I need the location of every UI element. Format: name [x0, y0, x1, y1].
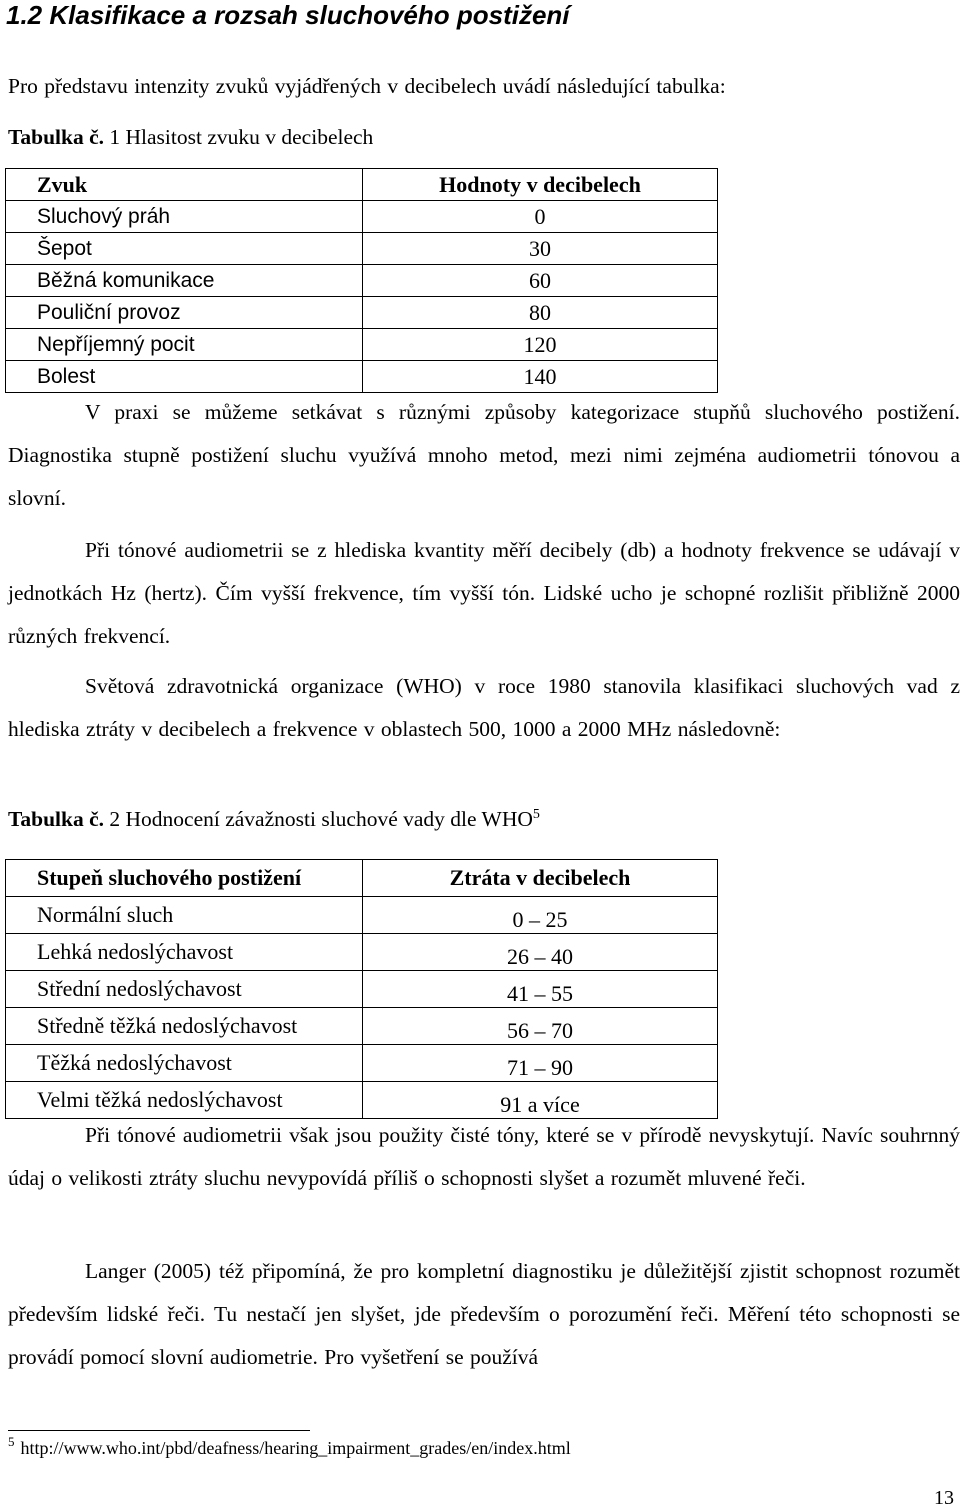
- footnote-separator: [8, 1430, 310, 1431]
- loss-cell: 56 – 70: [363, 1008, 718, 1045]
- footnote: [8, 1434, 571, 1459]
- grade-cell: Těžká nedoslýchavost: [6, 1045, 363, 1082]
- decibel-cell: 0: [363, 201, 718, 233]
- table2-caption: [8, 807, 540, 832]
- sound-cell: Nepříjemný pocit: [6, 329, 363, 361]
- intro-paragraph: Pro představu intenzity zvuků vyjádřených v decibelech uvádí následující tabulka:: [8, 74, 726, 98]
- table-row: [6, 934, 718, 971]
- column-header: Stupeň sluchového postižení: [6, 860, 363, 897]
- body-paragraph: V praxi se můžeme setkávat s různými způsoby kategorizace stupňů sluchového postižení. Diagnostika stupně postižení sluchu využívá mnoho metod, mezi nimi zejména audiometrii tónovou a slovní.: [8, 400, 960, 510]
- table-row: [6, 201, 718, 233]
- grade-cell: Lehká nedoslýchavost: [6, 934, 363, 971]
- decibel-cell: 140: [363, 361, 718, 393]
- column-header: Ztráta v decibelech: [363, 860, 718, 897]
- decibel-cell: 30: [363, 233, 718, 265]
- sound-cell: Pouliční provoz: [6, 297, 363, 329]
- table-row: [6, 329, 718, 361]
- loss-cell: 26 – 40: [363, 934, 718, 971]
- decibel-cell: 60: [363, 265, 718, 297]
- table-header-row: [6, 860, 718, 897]
- grade-cell: Velmi těžká nedoslýchavost: [6, 1082, 363, 1119]
- table-row: [6, 897, 718, 934]
- footnote-number: 5: [8, 1434, 15, 1449]
- sound-cell: Šepot: [6, 233, 363, 265]
- loss-cell: 71 – 90: [363, 1045, 718, 1082]
- table-row: [6, 1082, 718, 1119]
- table-row: [6, 265, 718, 297]
- sound-loudness-table: [5, 168, 718, 393]
- loss-cell: 41 – 55: [363, 971, 718, 1008]
- footnote-reference[interactable]: 5: [532, 806, 540, 822]
- sound-cell: Běžná komunikace: [6, 265, 363, 297]
- column-header: Zvuk: [6, 169, 363, 201]
- body-paragraph: Při tónové audiometrii však jsou použity čisté tóny, které se v přírodě nevyskytují. Navíc souhrnný údaj o velikosti ztráty sluchu nevypovídá příliš o schopnosti slyšet a rozumět mluvené řeči.: [8, 1123, 960, 1190]
- section-heading: 1.2 Klasifikace a rozsah sluchového postižení: [6, 0, 570, 30]
- loss-cell: 0 – 25: [363, 897, 718, 934]
- table-row: [6, 297, 718, 329]
- body-paragraph: Při tónové audiometrii se z hlediska kvantity měří decibely (db) a hodnoty frekvence se udávají v jednotkách Hz (hertz). Čím vyšší frekvence, tím vyšší tón. Lidské ucho je schopné rozlišit přibližně 2000 různých frekvencí.: [8, 538, 960, 648]
- grade-cell: Středně těžká nedoslýchavost: [6, 1008, 363, 1045]
- decibel-cell: 120: [363, 329, 718, 361]
- table2-caption-text: 2 Hodnocení závažnosti sluchové vady dle WHO: [104, 807, 533, 831]
- grade-cell: Střední nedoslýchavost: [6, 971, 363, 1008]
- page-number: 13: [934, 1487, 954, 1509]
- table-row: [6, 1008, 718, 1045]
- column-header: Hodnoty v decibelech: [363, 169, 718, 201]
- table1-caption-text: 1 Hlasitost zvuku v decibelech: [104, 125, 374, 149]
- table-row: [6, 971, 718, 1008]
- loss-cell: 91 a více: [363, 1082, 718, 1119]
- table-row: [6, 233, 718, 265]
- table1-caption: [8, 125, 373, 150]
- table-header-row: [6, 169, 718, 201]
- table2-caption-label: Tabulka č.: [8, 807, 105, 831]
- decibel-cell: 80: [363, 297, 718, 329]
- sound-cell: Sluchový práh: [6, 201, 363, 233]
- sound-cell: Bolest: [6, 361, 363, 393]
- who-hearing-loss-table: [5, 859, 718, 1119]
- table-row: [6, 1045, 718, 1082]
- table1-caption-label: Tabulka č.: [8, 125, 105, 149]
- footnote-link[interactable]: http://www.who.int/pbd/deafness/hearing_impairment_grades/en/index.html: [20, 1438, 571, 1458]
- table-row: [6, 361, 718, 393]
- grade-cell: Normální sluch: [6, 897, 363, 934]
- body-paragraph: Langer (2005) též připomíná, že pro kompletní diagnostiku je důležitější zjistit schopnost rozumět především lidské řeči. Tu nestačí jen slyšet, jde především o porozumění řeči. Měření této schopnosti se provádí pomocí slovní audiometrie. Pro vyšetření se používá: [8, 1259, 960, 1369]
- body-paragraph: Světová zdravotnická organizace (WHO) v roce 1980 stanovila klasifikaci sluchových vad z hlediska ztráty v decibelech a frekvence v oblastech 500, 1000 a 2000 MHz následovně:: [8, 674, 960, 741]
